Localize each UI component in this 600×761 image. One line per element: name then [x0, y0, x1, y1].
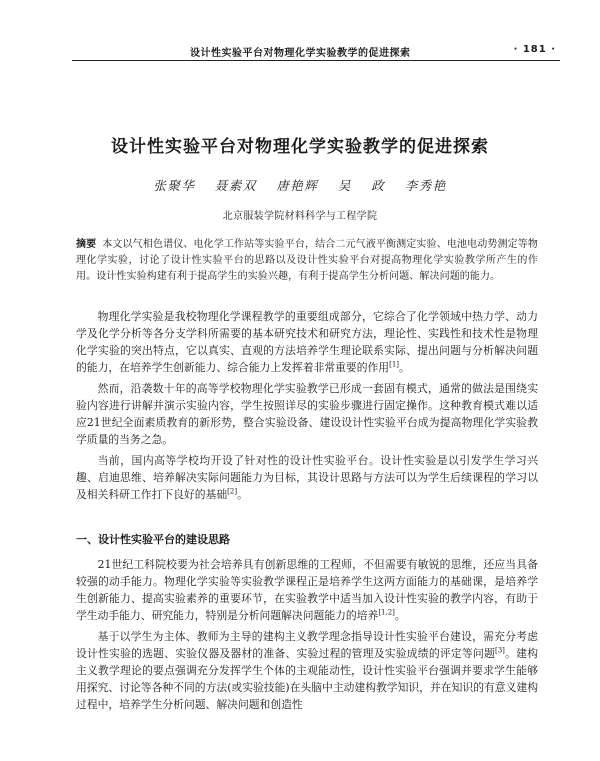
article-title: 设计性实验平台对物理化学实验教学的促进探索 — [111, 137, 489, 157]
paragraph-3-text: 当前，国内高等学校均开设了针对性的设计性实验平台。设计性实验是以引发学生学习兴趣、启迪思维、培养解决实际问题能力为目标，其设计思路与方法可以为学生后续课程的学习以及相关科研工作打下良好的基础 — [76, 454, 538, 501]
article-authors: 张聚华 聂素双 唐艳辉 吴 政 李秀艳 — [153, 178, 447, 193]
abstract-label: 摘要 — [76, 239, 97, 250]
article-affiliation: 北京服装学院材料科学与工程学院 — [222, 211, 378, 222]
citation-ref: [2] — [227, 487, 238, 496]
page-number: · 181 · — [513, 44, 556, 55]
abstract — [76, 237, 538, 285]
citation-ref: [1] — [389, 360, 400, 369]
paragraph-1-end: 。 — [399, 361, 410, 374]
paragraph-2-text: 然而，沿袭数十年的高等学校物理化学实验教学已形成一套固有模式，通常的做法是围绕实验内容进行讲解并演示实验内容，学生按照详尽的实验步骤进行固定操作。这种教育模式难以适应21世纪全面素质教育的新形势，整合实验设备、建设设计性实验平台成为提高物理化学实验教学质量的当务之急。 — [76, 382, 538, 446]
paragraph-3 — [76, 452, 538, 503]
body-text-intro — [76, 308, 538, 507]
paragraph-5-text: 基于以学生为主体、教师为主导的建构主义教学理念指导设计性实验平台建设，需充分考虑设计性实验的选题、实验仪器及器材的准备、实验过程的管理及实验成绩的评定等问题 — [76, 630, 538, 660]
citation-ref: [1,2] — [378, 608, 395, 617]
body-text-section-1 — [76, 556, 538, 717]
paragraph-1-text: 物理化学实验是我校物理化学课程教学的重要组成部分，它综合了化学领域中热力学、动力学及化学分析等各分支学科所需要的基本研究技术和研究方法，理论性、实践性和技术性是物理化学实验的突出特点，它以真实、直观的方法培养学生理论联系实际、提出问题与分析解决问题的能力，在培养学生创新能力、综合能力上发挥着非常重要的作用 — [76, 310, 538, 374]
paragraph-5 — [76, 628, 538, 713]
running-header — [72, 42, 560, 61]
citation-ref: [3] — [495, 646, 505, 655]
paragraph-3-end: 。 — [237, 488, 248, 501]
paragraph-2 — [76, 380, 538, 448]
running-header-title: 设计性实验平台对物理化学实验教学的促进探索 — [190, 48, 411, 59]
paragraph-4 — [76, 556, 538, 624]
abstract-text: 本文以气相色谱仪、电化学工作站等实验平台，结合二元气液平衡测定实验、电池电动势测定等物理化学实验，讨论了设计性实验平台的思路以及设计性实验平台对提高物理化学实验教学所产生的作用。设计性实验构建有利于提高学生的实验兴趣，有利于提高学生分析问题、解决问题的能力。 — [76, 239, 538, 282]
paragraph-4-text: 21世纪工科院校要为社会培养具有创新思维的工程师，不但需要有敏锐的思维，还应当具备较强的动手能力。物理化学实验等实验教学课程正是培养学生这两方面能力的基础课，是培养学生创新能力、提高实验素养的重要环节，在实验教学中适当加入设计性实验的教学内容，有助于学生动手能力、研究能力，特别是分析问题解决问题能力的培养 — [76, 558, 538, 622]
paragraph-4-end: 。 — [394, 609, 406, 622]
paragraph-1 — [76, 308, 538, 376]
paragraph-5-end: 。建构主义教学理论的要点强调充分发挥学生个体的主观能动性，设计性实验平台强调并要求学生能够用探究、讨论等各种不同的方法(或实验技能)在头脑中主动建构教学知识，并在知识的有意义建构过程中，培养学生分析问题、解决问题和创造性 — [76, 647, 539, 711]
section-heading: 一、设计性实验平台的建设思路 — [76, 533, 230, 546]
